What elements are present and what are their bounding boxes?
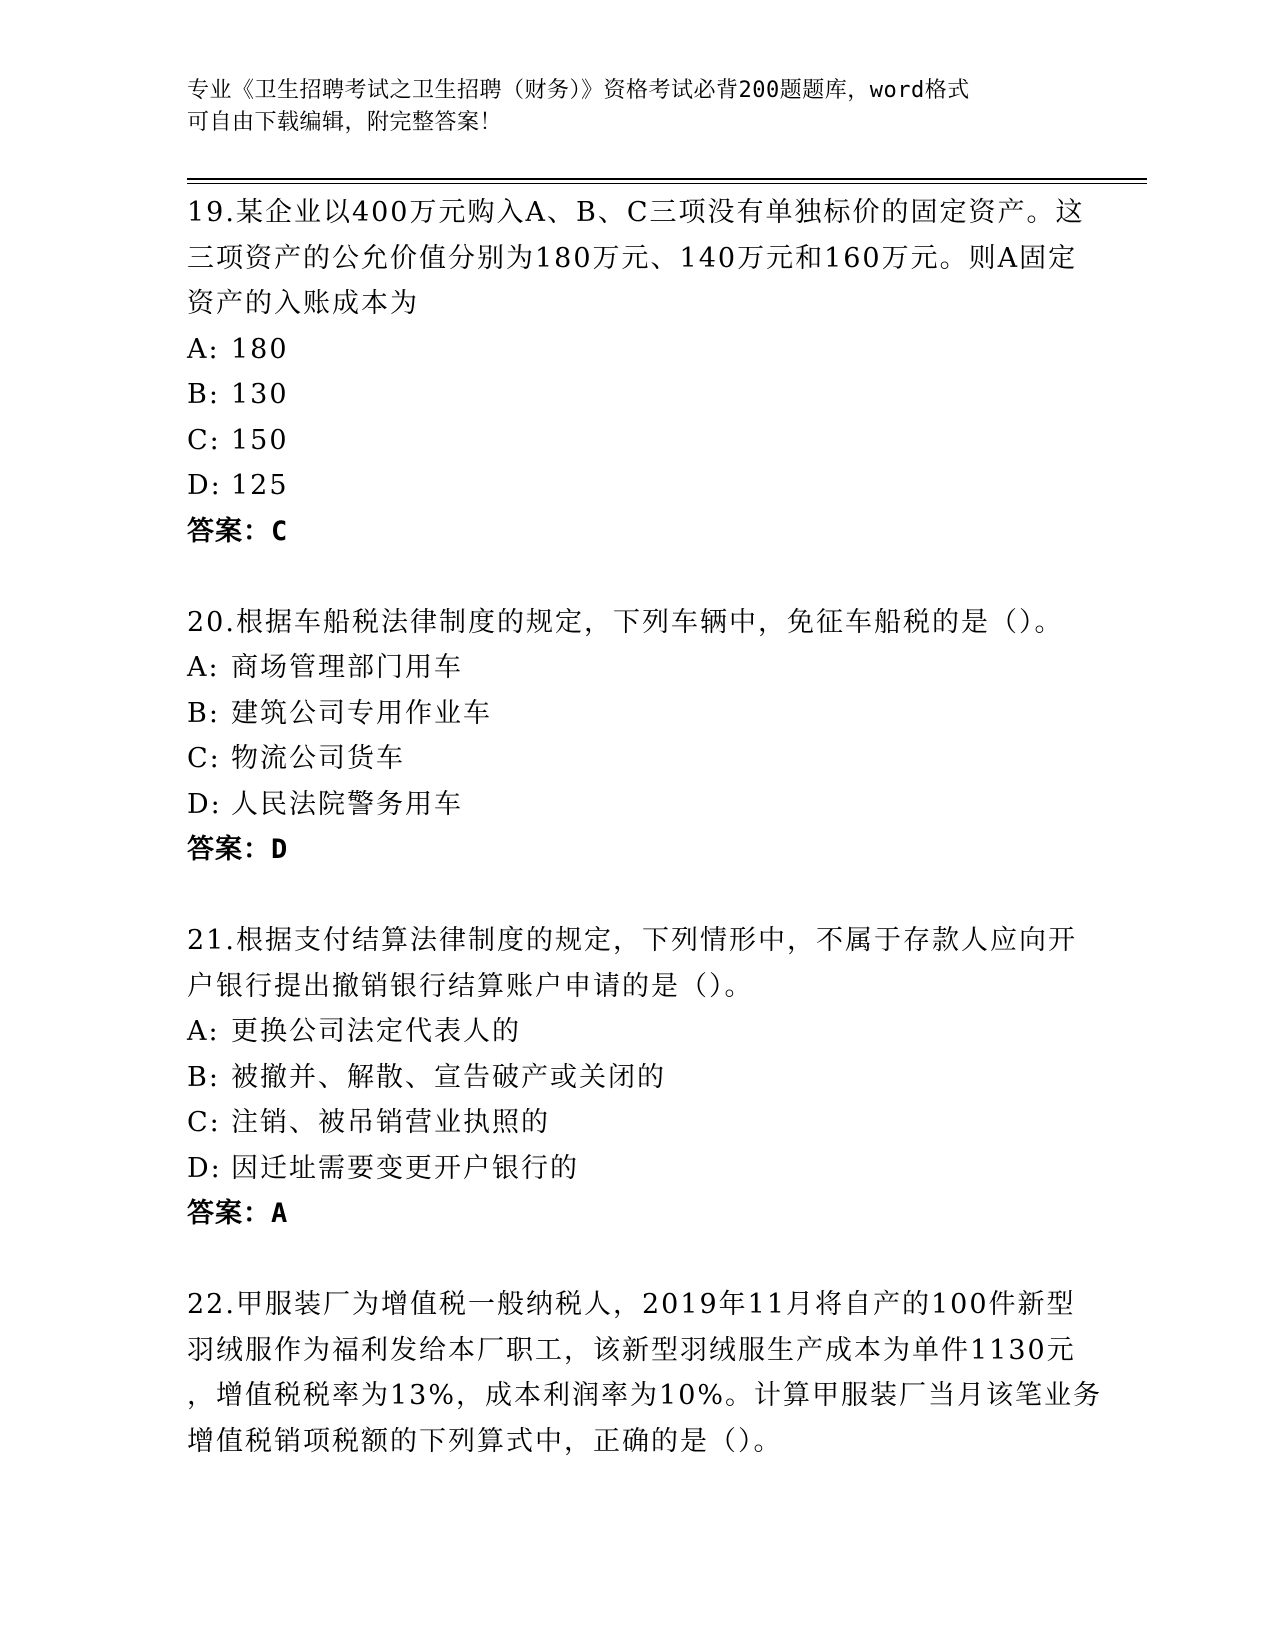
question-19 bbox=[187, 190, 1087, 554]
option-text: 130 bbox=[231, 379, 289, 410]
option-d bbox=[187, 782, 1087, 828]
stem-line: 户银行提出撤销银行结算账户申请的是（）。 bbox=[187, 970, 754, 1002]
option-text: 125 bbox=[231, 470, 289, 501]
question-gap bbox=[187, 554, 1087, 600]
stem-line: 增值税销项税额的下列算式中，正确的是（）。 bbox=[187, 1425, 783, 1457]
option-key: D: bbox=[187, 470, 222, 501]
stem-line: 19.某企业以400万元购入A、B、C三项没有单独标价的固定资产。这 bbox=[187, 197, 1085, 228]
header-line-2: 可自由下载编辑，附完整答案！ bbox=[187, 110, 503, 135]
stem-line: 资产的入账成本为 bbox=[187, 288, 419, 319]
stem-line: 22.甲服装厂为增值税一般纳税人，2019年11月将自产的100件新型 bbox=[187, 1289, 1076, 1320]
option-text: 更换公司法定代表人的 bbox=[231, 1016, 521, 1047]
option-c bbox=[187, 1100, 1087, 1146]
option-text: 因迁址需要变更开户银行的 bbox=[231, 1152, 579, 1184]
header-rule-thick bbox=[187, 178, 1147, 180]
question-gap bbox=[187, 1237, 1087, 1283]
option-c bbox=[187, 418, 1087, 464]
option-key: D: bbox=[187, 1152, 222, 1184]
option-key: C: bbox=[187, 1107, 221, 1138]
option-key: B: bbox=[187, 1061, 220, 1093]
option-key: B: bbox=[187, 379, 220, 410]
option-key: D: bbox=[187, 788, 222, 820]
stem-line: 21.根据支付结算法律制度的规定，下列情形中，不属于存款人应向开 bbox=[187, 925, 1077, 956]
option-key: C: bbox=[187, 743, 221, 774]
answer-line: 答案：C bbox=[187, 515, 289, 547]
question-stem bbox=[187, 918, 1087, 1009]
option-key: A: bbox=[187, 1016, 220, 1047]
option-key: C: bbox=[187, 424, 221, 456]
stem-line: 羽绒服作为福利发给本厂职工，该新型羽绒服生产成本为单件1130元 bbox=[187, 1334, 1076, 1366]
option-b bbox=[187, 372, 1087, 418]
option-a bbox=[187, 645, 1087, 691]
question-gap bbox=[187, 873, 1087, 919]
option-text: 被撤并、解散、宣告破产或关闭的 bbox=[231, 1061, 666, 1093]
document-header bbox=[187, 75, 1067, 139]
question-21 bbox=[187, 918, 1087, 1237]
question-list bbox=[187, 190, 1103, 1464]
question-20 bbox=[187, 600, 1087, 873]
option-a bbox=[187, 1009, 1087, 1055]
option-text: 建筑公司专用作业车 bbox=[231, 697, 492, 729]
stem-line: ，增值税税率为13%，成本利润率为10%。计算甲服装厂当月该笔业务 bbox=[187, 1380, 1103, 1411]
option-a bbox=[187, 327, 1087, 373]
answer-line: 答案：D bbox=[187, 834, 289, 865]
option-b bbox=[187, 1055, 1087, 1101]
option-key: A: bbox=[187, 652, 220, 683]
option-key: A: bbox=[187, 333, 220, 365]
question-stem bbox=[187, 1282, 1103, 1464]
option-d bbox=[187, 463, 1087, 509]
option-text: 180 bbox=[231, 333, 289, 365]
option-key: B: bbox=[187, 697, 220, 729]
question-stem bbox=[187, 600, 1087, 646]
option-c bbox=[187, 736, 1087, 782]
stem-line: 20.根据车船税法律制度的规定，下列车辆中，免征车船税的是（）。 bbox=[187, 606, 1064, 638]
question-stem bbox=[187, 190, 1087, 327]
question-22 bbox=[187, 1282, 1103, 1464]
option-text: 注销、被吊销营业执照的 bbox=[231, 1107, 550, 1138]
header-rule-thin bbox=[187, 183, 1147, 184]
stem-line: 三项资产的公允价值分别为180万元、140万元和160万元。则A固定 bbox=[187, 242, 1078, 274]
option-d bbox=[187, 1146, 1087, 1192]
option-text: 物流公司货车 bbox=[231, 743, 405, 774]
option-b bbox=[187, 691, 1087, 737]
answer-line: 答案：A bbox=[187, 1198, 289, 1229]
option-text: 150 bbox=[231, 424, 289, 456]
header-line-1: 专业《卫生招聘考试之卫生招聘（财务）》资格考试必背200题题库，word格式 bbox=[187, 78, 970, 103]
option-text: 商场管理部门用车 bbox=[231, 652, 463, 683]
option-text: 人民法院警务用车 bbox=[231, 788, 463, 820]
